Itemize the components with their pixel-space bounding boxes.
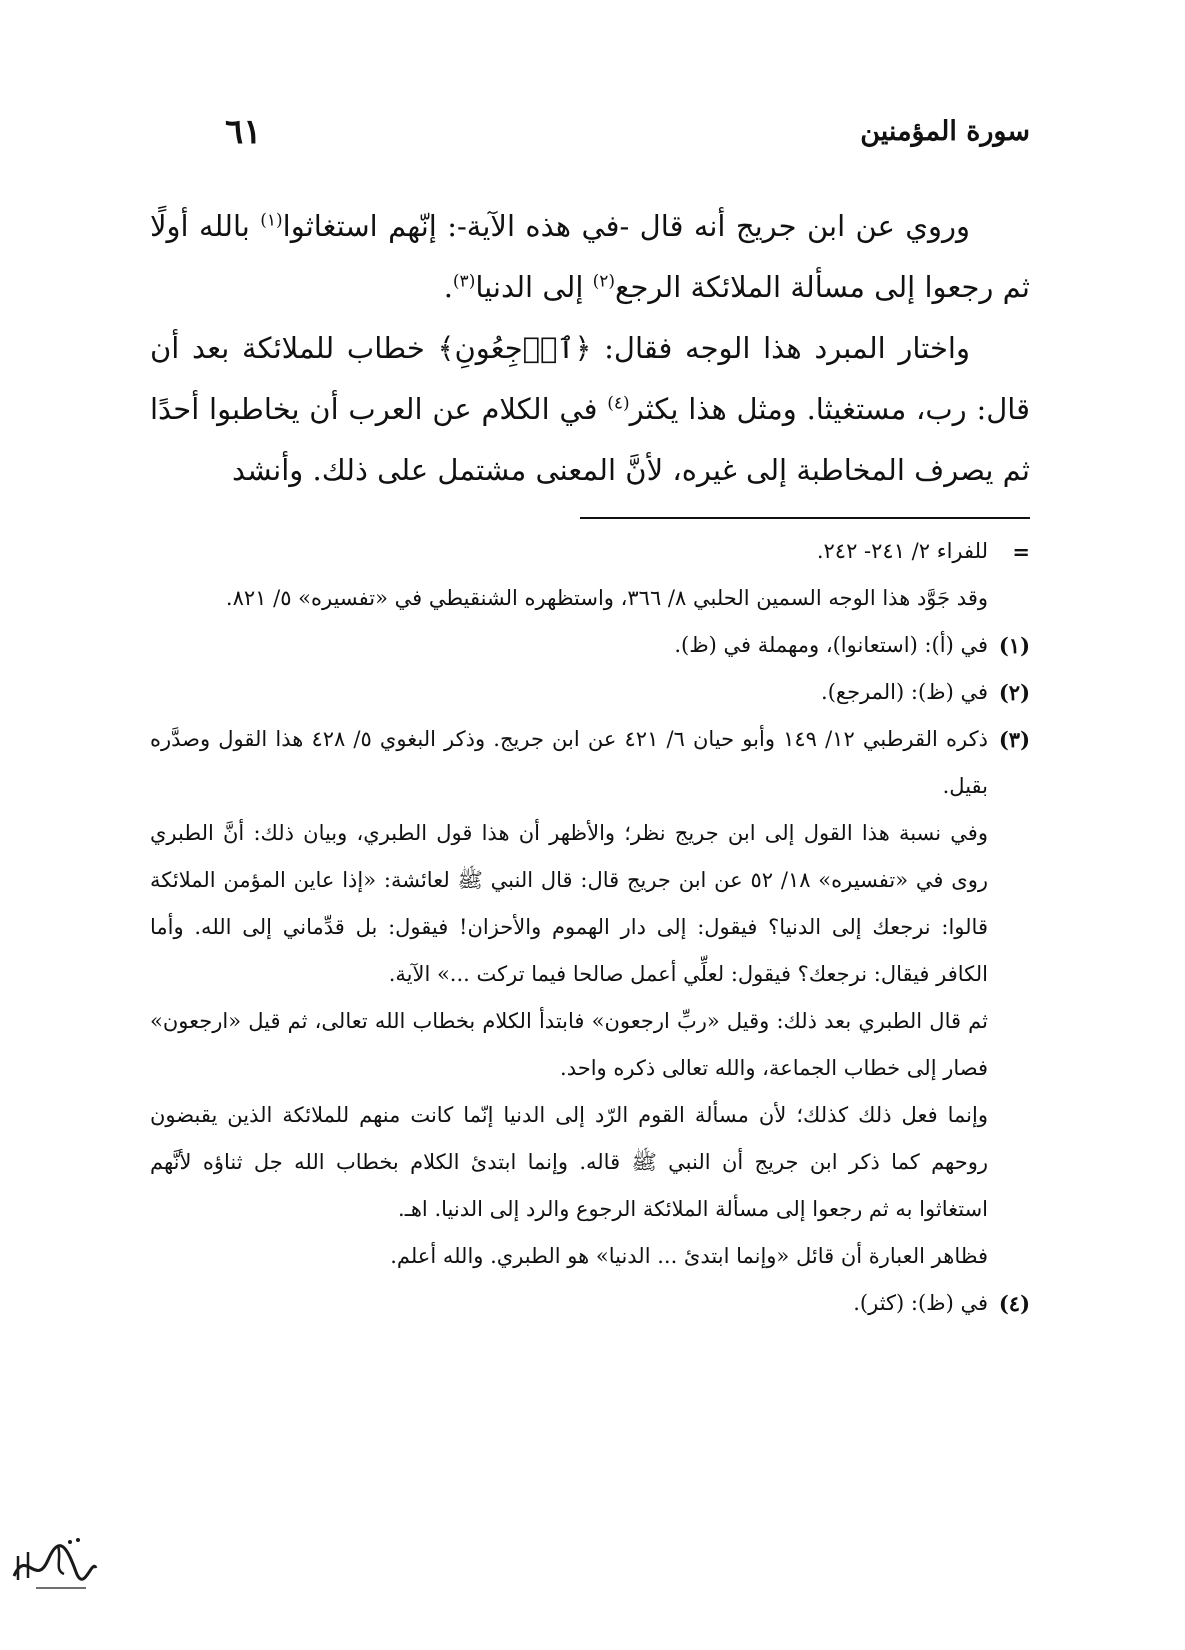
- footnote-2-text: في (ظ): (المرجع).: [821, 680, 988, 704]
- footnote-divider: [580, 517, 1030, 519]
- footnote-1: [150, 622, 1030, 669]
- footnote-2-number: (٢): [998, 680, 1030, 705]
- page-number: ٦١: [225, 112, 262, 152]
- footnote-3-paragraph-4: وإنما فعل ذلك كذلك؛ لأن مسألة القوم الرّد إلى الدنيا إنّما كانت منهم للملائكة الذين يقبضون روحهم كما ذكر ابن جريج أن النبي ﷺ قاله. وإنما ابتدئ الكلام بخطاب الله جل ثناؤه لأنَّهم استغاثوا به ثم رجعوا إلى مسألة الملائكة الرجوع والرد إلى الدنيا. اهـ.: [150, 1103, 988, 1221]
- footnote-continuation: [150, 528, 1030, 575]
- paragraph-2-text-a: واختار المبرد هذا الوجه فقال: ﴿ٱرۡجِعُونِ﴾ خطاب للملائكة بعد أن قال: رب، مستغيثا. ومثل هذا يكثر: [150, 331, 1030, 426]
- footnote-ref-3[interactable]: (٣): [452, 271, 476, 292]
- footnote-4: [150, 1280, 1030, 1327]
- paragraph-2-text-b: في الكلام عن العرب أن يخاطبوا أحدًا ثم يصرف المخاطبة إلى غيره، لأنَّ المعنى مشتمل على ذلك. وأنشد: [150, 392, 1030, 487]
- continuation-line-1: للفراء ٢/ ٢٤١- ٢٤٢.: [816, 539, 988, 563]
- footnotes: [150, 528, 1030, 1327]
- footnote-1-number: (١): [998, 633, 1030, 658]
- paragraph-1-text-c: إلى الدنيا: [475, 270, 593, 304]
- footnote-3-number: (٣): [998, 727, 1030, 752]
- paragraph-1: [150, 196, 1030, 318]
- footnote-3-paragraph-3: ثم قال الطبري بعد ذلك: وقيل «ربِّ ارجعون» فابتدأ الكلام بخطاب الله تعالى، ثم قيل «ارجعون» فصار إلى خطاب الجماعة، والله تعالى ذكره واحد.: [150, 1009, 988, 1080]
- footnote-3-paragraph-5: فظاهر العبارة أن قائل «وإنما ابتدئ ... الدنيا» هو الطبري. والله أعلم.: [390, 1244, 988, 1268]
- footnote-4-number: (٤): [998, 1291, 1030, 1316]
- footnote-ref-1[interactable]: (١): [260, 210, 283, 231]
- continuation-line-2: وقد جَوَّد هذا الوجه السمين الحلبي ٨/ ٣٦٦، واستظهره الشنقيطي في «تفسيره» ٥/ ٨٢١.: [225, 586, 988, 610]
- main-text: [150, 196, 1030, 501]
- surah-title: سورة المؤمنين: [860, 116, 1030, 147]
- publisher-logo-watermark: [6, 1528, 101, 1598]
- footnote-1-text: في (أ): (استعانوا)، ومهملة في (ظ).: [674, 633, 988, 657]
- page-header: [150, 112, 1030, 162]
- footnote-3-paragraph-2: وفي نسبة هذا القول إلى ابن جريج نظر؛ والأظهر أن هذا قول الطبري، وبيان ذلك: أنَّ الطبري روى في «تفسيره» ١٨/ ٥٢ عن ابن جريج قال: قال النبي ﷺ لعائشة: «إذا عاين المؤمن الملائكة قالوا: نرجعك إلى الدنيا؟ فيقول: إلى دار الهموم والأحزان! فيقول: بل قدِّماني إلى الله. وأما الكافر فيقال: نرجعك؟ فيقول: لعلِّي أعمل صالحا فيما تركت ...» الآية.: [150, 821, 988, 986]
- paragraph-1-text-b: بالله أولًا ثم رجعوا إلى مسألة الملائكة الرجع: [150, 209, 1030, 304]
- continuation-marker: =: [1012, 539, 1030, 564]
- footnote-ref-2[interactable]: (٢): [592, 271, 616, 292]
- footnote-3: [150, 716, 1030, 810]
- footnote-2: [150, 669, 1030, 716]
- footnote-4-text: في (ظ): (كثر).: [853, 1291, 988, 1315]
- footnote-ref-4[interactable]: (٤): [607, 393, 630, 414]
- paragraph-1-end: .: [443, 270, 453, 304]
- footnote-3-text: ذكره القرطبي ١٢/ ١٤٩ وأبو حيان ٦/ ٤٢١ عن ابن جريج. وذكر البغوي ٥/ ٤٢٨ هذا القول وصدَّره بقيل.: [150, 727, 988, 798]
- paragraph-1-text-a: وروي عن ابن جريج أنه قال -في هذه الآية-: إنّهم استغاثوا: [282, 209, 970, 243]
- paragraph-2: [150, 318, 1030, 501]
